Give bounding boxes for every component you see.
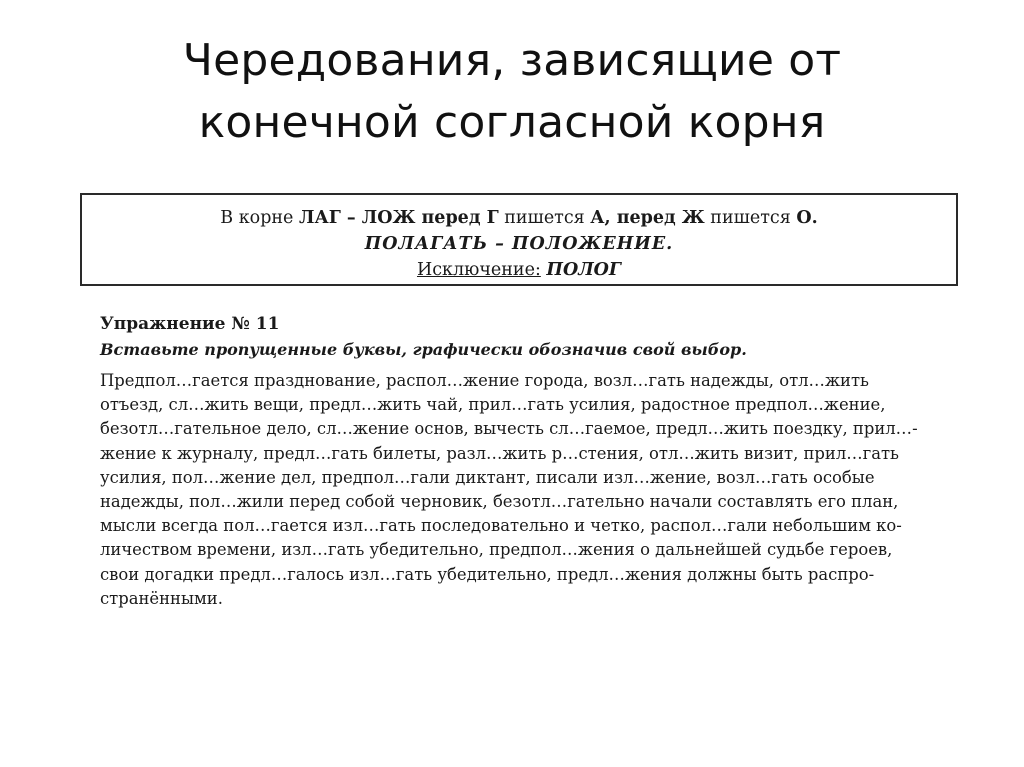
- exercise-line: мысли всегда пол…гается изл…гать последовательно и четко, распол…гали небольшим ко-: [100, 516, 902, 536]
- rule-text-part: В корне: [220, 208, 299, 228]
- exercise-line: жение к журналу, предл…гать билеты, разл…жить р…стения, отл…жить визит, прил…гать: [100, 443, 899, 463]
- exercise: [100, 312, 950, 611]
- slide-title-line-2: конечной согласной корня: [198, 97, 826, 148]
- rule-text-part: пишется: [704, 208, 797, 228]
- slide-title-line-1: Чередования, зависящие от: [182, 35, 842, 86]
- exercise-line: свои догадки предл…галось изл…гать убедительно, предл…жения должны быть распро-: [100, 564, 875, 584]
- rule-box: [80, 193, 958, 286]
- rule-statement: [82, 205, 956, 231]
- rule-letter-o: О.: [796, 208, 818, 228]
- exercise-line: отъезд, сл…жить вещи, предл…жить чай, прил…гать усилия, радостное предпол…жение,: [100, 395, 886, 415]
- exercise-line: странёнными.: [100, 588, 223, 608]
- exercise-line: надежды, пол…жили перед собой черновик, безотл…гательно начали составлять его план,: [100, 492, 899, 512]
- exception-label: Исключение:: [416, 260, 541, 280]
- exercise-instruction: Вставьте пропущенные буквы, графически обозначив свой выбор.: [100, 340, 747, 359]
- rule-exception: [82, 257, 956, 283]
- exercise-line: Предпол…гается празднование, распол…жение города, возл…гать надежды, отл…жить: [100, 371, 869, 390]
- exercise-text: [100, 369, 950, 611]
- exercise-line: безотл…гательное дело, сл…жение основ, вычесть сл…гаемое, предл…жить поездку, прил…-: [100, 419, 918, 439]
- exercise-line: личеством времени, изл…гать убедительно, предпол…жения о дальнейшей судьбе героев,: [100, 540, 893, 560]
- exercise-title: Упражнение № 11: [100, 314, 280, 334]
- exception-word: ПОЛОГ: [546, 260, 622, 280]
- slide-title: [0, 30, 1024, 154]
- rule-example: ПОЛАГАТЬ – ПОЛОЖЕНИЕ.: [364, 234, 674, 254]
- rule-text-part: пишется: [498, 208, 591, 228]
- exercise-line: усилия, пол…жение дел, предпол…гали диктант, писали изл…жение, возл…гать особые: [100, 467, 875, 487]
- rule-roots: ЛАГ – ЛОЖ перед Г: [298, 208, 499, 228]
- rule-letter-a: А, перед Ж: [590, 208, 705, 228]
